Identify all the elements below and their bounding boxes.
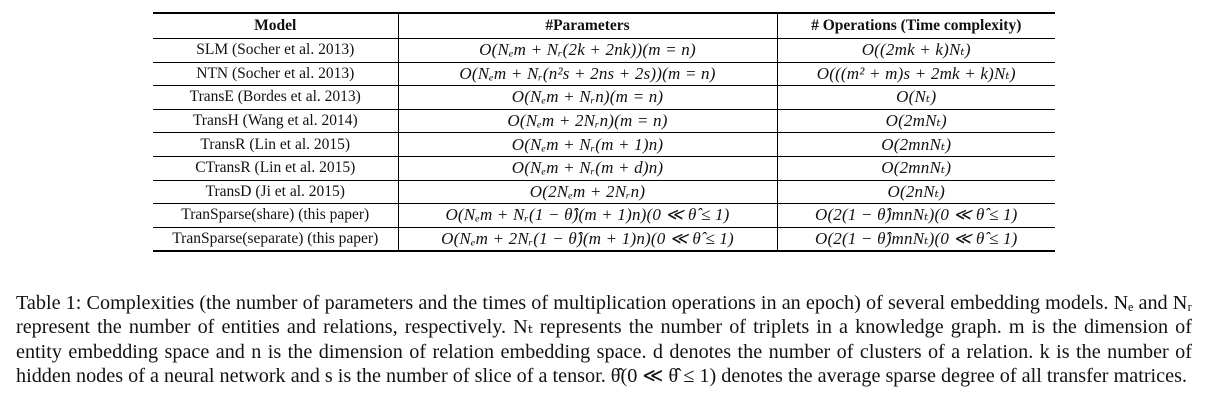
table-row bbox=[153, 133, 1055, 157]
operations-cell: O(2(1 − θ̂)mnNₜ)(0 ≪ θ̂ ≤ 1) bbox=[777, 204, 1055, 228]
header-operations: # Operations (Time complexity) bbox=[777, 13, 1055, 39]
model-cell: TransR (Lin et al. 2015) bbox=[153, 133, 398, 157]
parameters-cell: O(Nₑm + Nᵣ(1 − θ̂)(m + 1)n)(0 ≪ θ̂ ≤ 1) bbox=[398, 204, 777, 228]
complexity-table-container bbox=[153, 12, 1055, 252]
header-parameters: #Parameters bbox=[398, 13, 777, 39]
parameters-cell: O(Nₑm + 2Nᵣ(1 − θ̂)(m + 1)n)(0 ≪ θ̂ ≤ 1) bbox=[398, 227, 777, 251]
table-body bbox=[153, 39, 1055, 252]
model-cell: NTN (Socher et al. 2013) bbox=[153, 62, 398, 86]
model-cell: TransD (Ji et al. 2015) bbox=[153, 180, 398, 204]
operations-cell: O(Nₜ) bbox=[777, 86, 1055, 110]
parameters-cell: O(Nₑm + 2Nᵣn)(m = n) bbox=[398, 109, 777, 133]
table-header-row bbox=[153, 13, 1055, 39]
model-cell: TransE (Bordes et al. 2013) bbox=[153, 86, 398, 110]
caption-text: Table 1: Complexities (the number of parameters and the times of multiplication operations in an epoch) of several embedding models. Nₑ and Nᵣ represent the number of entities and relations, respectively. Nₜ represents the number of triplets in a knowledge graph. m is the dimension of entity embedding space and n is the dimension of relation embedding space. d denotes the number of clusters of a relation. k is the number of hidden nodes of a neural network and s is the number of slice of a tensor. θ̂(0 ≪ θ̂ ≤ 1) denotes the average sparse degree of all transfer matrices. bbox=[16, 292, 1192, 388]
operations-cell: O(2mnNₜ) bbox=[777, 156, 1055, 180]
parameters-cell: O(Nₑm + Nᵣ(m + 1)n) bbox=[398, 133, 777, 157]
table-row bbox=[153, 109, 1055, 133]
table-row bbox=[153, 180, 1055, 204]
parameters-cell: O(2Nₑm + 2Nᵣn) bbox=[398, 180, 777, 204]
complexity-table bbox=[153, 12, 1055, 252]
operations-cell: O((2mk + k)Nₜ) bbox=[777, 39, 1055, 63]
table-caption bbox=[16, 291, 1192, 389]
operations-cell: O(((m² + m)s + 2mk + k)Nₜ) bbox=[777, 62, 1055, 86]
parameters-cell: O(Nₑm + Nᵣ(m + d)n) bbox=[398, 156, 777, 180]
table-row bbox=[153, 86, 1055, 110]
parameters-cell: O(Nₑm + Nᵣ(2k + 2nk))(m = n) bbox=[398, 39, 777, 63]
operations-cell: O(2mNₜ) bbox=[777, 109, 1055, 133]
table-row bbox=[153, 204, 1055, 228]
table-row bbox=[153, 227, 1055, 251]
model-cell: TranSparse(share) (this paper) bbox=[153, 204, 398, 228]
table-row bbox=[153, 39, 1055, 63]
model-cell: SLM (Socher et al. 2013) bbox=[153, 39, 398, 63]
header-model: Model bbox=[153, 13, 398, 39]
operations-cell: O(2(1 − θ̂)mnNₜ)(0 ≪ θ̂ ≤ 1) bbox=[777, 227, 1055, 251]
table-row bbox=[153, 62, 1055, 86]
model-cell: TranSparse(separate) (this paper) bbox=[153, 227, 398, 251]
parameters-cell: O(Nₑm + Nᵣn)(m = n) bbox=[398, 86, 777, 110]
model-cell: TransH (Wang et al. 2014) bbox=[153, 109, 398, 133]
model-cell: CTransR (Lin et al. 2015) bbox=[153, 156, 398, 180]
operations-cell: O(2nNₜ) bbox=[777, 180, 1055, 204]
parameters-cell: O(Nₑm + Nᵣ(n²s + 2ns + 2s))(m = n) bbox=[398, 62, 777, 86]
operations-cell: O(2mnNₜ) bbox=[777, 133, 1055, 157]
table-row bbox=[153, 156, 1055, 180]
